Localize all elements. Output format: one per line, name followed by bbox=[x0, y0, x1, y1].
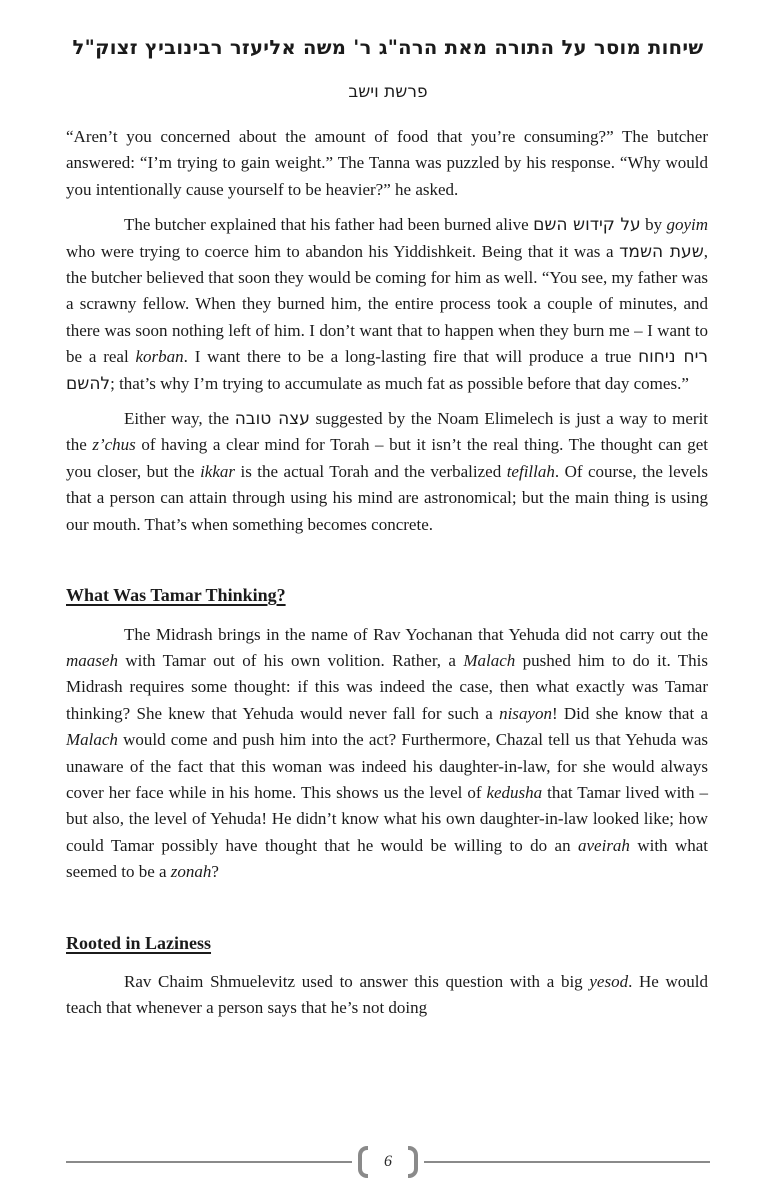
footer-rule-right bbox=[424, 1161, 710, 1163]
parsha-subtitle-hebrew: פרשת וישב bbox=[348, 82, 428, 102]
body-text: “Aren’t you concerned about the amount of food that you’re consuming?” The butcher answered: “I’m trying to gain weight.” The Tanna was puzzled by his response. “Why would you intentionally cause yourself to be heavier?” he asked. bbox=[66, 127, 708, 199]
section-heading: Rooted in Laziness bbox=[66, 932, 212, 953]
paragraph bbox=[66, 622, 708, 886]
paragraph bbox=[66, 406, 708, 538]
body-text: . He would teach that whenever a person says that he’s not doing bbox=[66, 971, 709, 1018]
body-text: The Midrash brings in the name of Rav Yochanan that Yehuda did not carry out the bbox=[124, 624, 708, 644]
hebrew-phrase: ריח ניחוח להשם bbox=[66, 347, 708, 394]
body-text: The butcher explained that his father had been burned alive bbox=[124, 215, 534, 235]
section-heading: What Was Tamar Thinking? bbox=[66, 585, 286, 606]
paragraph bbox=[66, 969, 708, 1022]
italic-term: z’chus bbox=[92, 435, 136, 455]
italic-term: maaseh bbox=[66, 650, 118, 670]
italic-term: kedusha bbox=[486, 782, 543, 802]
body-text: pushed him to do it. This Midrash requires some thought: if this was indeed the case, then what exactly was Tamar thinking? She knew that Yehuda would never fall for such a bbox=[66, 650, 708, 723]
left-bracket-ornament bbox=[358, 1146, 368, 1178]
body-text: , the butcher believed that soon they would be coming for him as well. “You see, my father was a scrawny fellow. When they burned him, the entire process took a couple of minutes, and there was soon nothing left of him. I don’t want that to happen when they burn me – I want to be a real bbox=[66, 241, 708, 367]
body-text: who were trying to coerce him to abandon his Yiddishkeit. Being that it was a bbox=[66, 241, 620, 261]
document-header bbox=[0, 0, 776, 102]
body-text: . Of course, the levels that a person can attain through using his mind are astronomical; but the main thing is using our mouth. That’s when something becomes concrete. bbox=[66, 461, 709, 534]
page-number: 6 bbox=[384, 1153, 392, 1170]
body-text: Either way, the bbox=[124, 409, 235, 429]
body-text: ? bbox=[211, 862, 219, 882]
italic-term: aveirah bbox=[578, 835, 630, 855]
body-text: of having a clear mind for Torah – but it isn’t the real thing. The thought can get you closer, but the bbox=[66, 435, 708, 481]
hebrew-phrase: על קידוש השם bbox=[533, 215, 641, 236]
footer-rule-left bbox=[66, 1161, 352, 1163]
hebrew-phrase: שעת השמד bbox=[619, 241, 704, 262]
page-footer bbox=[66, 1146, 710, 1178]
italic-term: tefillah bbox=[506, 461, 555, 481]
body-text: ; that’s why I’m trying to accumulate as much fat as possible before that day comes.” bbox=[110, 373, 689, 393]
italic-term: Malach bbox=[463, 650, 516, 670]
body-text: suggested by the Noam Elimelech is just a way to merit the bbox=[66, 409, 709, 455]
paragraph bbox=[66, 124, 708, 203]
body-text: by bbox=[640, 215, 667, 235]
document-body bbox=[66, 124, 708, 1022]
body-text: ! Did she know that a bbox=[551, 703, 709, 723]
body-text: . I want there to be a long-lasting fire that will produce a true bbox=[183, 347, 639, 367]
document-title-hebrew: שיחות מוסר על התורה מאת הרה"ג ר' משה אליעזר רבינוביץ זצוק"ל bbox=[72, 36, 704, 59]
body-text: with what seemed to be a bbox=[66, 835, 708, 882]
body-text: Rav Chaim Shmuelevitz used to answer this question with a big bbox=[124, 971, 590, 991]
body-text: is the actual Torah and the verbalized bbox=[235, 461, 507, 481]
body-text: would come and push him into the act? Furthermore, Chazal tell us that Yehuda was unaware of the fact that this woman was indeed his daughter-in-law, for she would always cover her face while in his home. This shows us the level of bbox=[66, 730, 708, 802]
italic-term: yesod bbox=[589, 971, 629, 991]
italic-term: korban bbox=[135, 347, 184, 367]
italic-term: goyim bbox=[666, 215, 708, 235]
italic-term: zonah bbox=[170, 862, 212, 882]
italic-term: ikkar bbox=[200, 461, 235, 481]
hebrew-phrase: עצה טובה bbox=[234, 409, 310, 430]
italic-term: Malach bbox=[66, 730, 118, 750]
body-text: that Tamar lived with – but also, the level of Yehuda! He didn’t know what his own daughter-in-law looked like; how could Tamar possibly have thought that he would be willing to do an bbox=[66, 782, 708, 855]
italic-term: nisayon bbox=[499, 703, 552, 723]
paragraph bbox=[66, 212, 708, 397]
right-bracket-ornament bbox=[408, 1146, 418, 1178]
body-text: with Tamar out of his own volition. Rather, a bbox=[117, 650, 464, 670]
